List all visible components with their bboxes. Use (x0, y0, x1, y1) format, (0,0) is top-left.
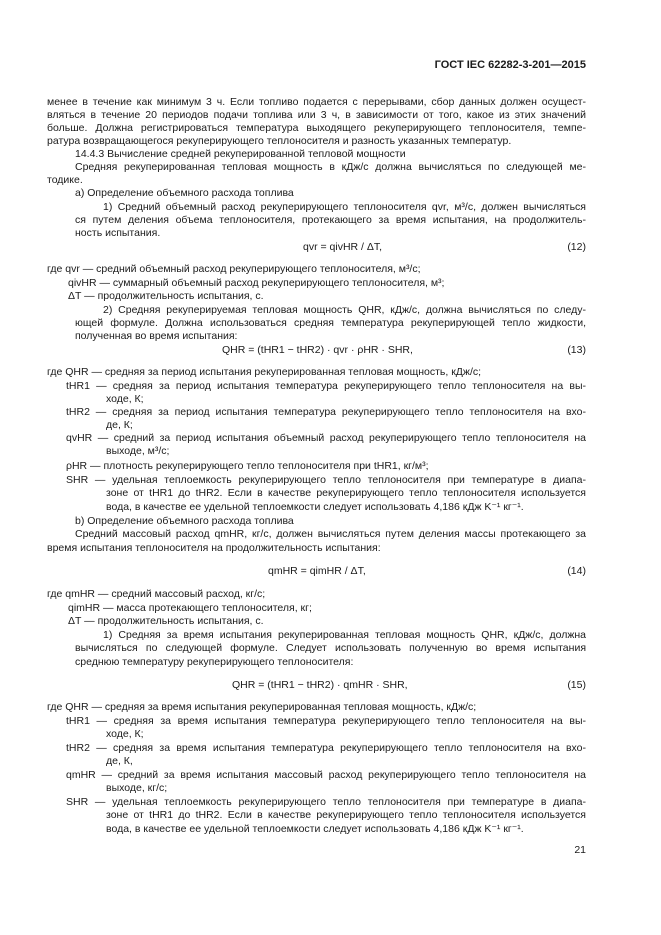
where-line: ходе, К; (106, 393, 144, 405)
where-line: где qvr — средний объемный расход рекуперирующего теплоносителя, м³/с; (47, 263, 421, 275)
where-line: де, К, (106, 755, 133, 767)
equation-number: (15) (567, 679, 586, 691)
body-line: Средний массовый расход qmHR, кг/с, должен вычисляться путем деления массы протекающего за (75, 528, 586, 540)
body-line: больше. Должна регистрироваться температура выходящего рекуперирующего теплоносителя, темпе- (47, 122, 586, 134)
where-line: qmHR — средний за время испытания массовый расход рекуперирующего тепло теплоносителя на (66, 769, 586, 781)
where-line: qivHR — суммарный объемный расход рекуперирующего теплоносителя, м³; (68, 277, 445, 289)
where-line: выходе, кг/с; (106, 782, 168, 794)
where-line: SHR — удельная теплоемкость рекуперирующего тепло теплоносителя при температуре в диапа- (66, 796, 586, 808)
equation-number: (12) (567, 241, 586, 253)
body-line: ратура возвращающегося рекуперирующего теплоносителя и разность указанных температур. (47, 135, 512, 147)
where-line: tHR2 — средняя за период испытания температура рекуперирующего тепло теплоносителя на вхо- (66, 406, 586, 418)
where-line: зоне от tHR1 до tHR2. Если в качестве рекуперирующего тепло теплоносителя используется (106, 487, 586, 499)
where-line: ΔT — продолжительность испытания, с. (68, 615, 264, 627)
body-line: время испытания теплоносителя на продолжительность испытания: (47, 542, 381, 554)
body-line: Средняя рекуперированная тепловая мощность в кДж/с должна вычисляться по следующей ме- (75, 161, 586, 173)
equation-number: (13) (567, 344, 586, 356)
where-line: tHR1 — средняя за период испытания температура рекуперирующего тепло теплоносителя на вы- (66, 380, 586, 392)
standard-header: ГОСТ IEC 62282-3-201—2015 (434, 59, 586, 71)
where-line: qvHR — средний за период испытания объемный расход рекуперирующего тепло теплоносителя на (66, 432, 586, 444)
body-line: ность испытания. (75, 227, 161, 239)
equation-14: qmHR = qimHR / ΔT, (268, 565, 366, 577)
body-line: 1) Средняя за время испытания рекуперированная тепловая мощность QHR, кДж/с, должна (103, 629, 586, 641)
body-line: ся путем деления объема теплоносителя, протекающего за время испытания, на продолжитель- (75, 214, 586, 226)
where-line: зоне от tHR1 до tHR2. Если в качестве рекуперирующего тепло теплоносителя используется (106, 809, 586, 821)
body-line: менее в течение как минимум 3 ч. Если топливо подается с перерывами, сбор данных должен осущест- (47, 96, 586, 108)
where-line: где qmHR — средний массовый расход, кг/с; (47, 588, 266, 600)
where-line: ΔT — продолжительность испытания, с. (68, 290, 264, 302)
equation-number: (14) (567, 565, 586, 577)
where-line: SHR — удельная теплоемкость рекуперирующего тепло теплоносителя при температуре в диапа- (66, 474, 586, 486)
where-line: де, К; (106, 419, 133, 431)
where-line: tHR1 — средняя за время испытания температура рекуперирующего тепло теплоносителя на вы- (66, 715, 586, 727)
equation-12: qvr = qivHR / ΔT, (303, 241, 383, 253)
body-line: тодике. (47, 174, 83, 186)
body-line: полученная во время испытания: (75, 330, 238, 342)
where-line: где QHR — средняя за период испытания рекуперированная тепловая мощность, кДж/с; (47, 366, 482, 378)
where-line: tHR2 — средняя за время испытания температура рекуперирующего тепло теплоносителя на вхо- (66, 742, 586, 754)
subsection-heading: b) Определение объемного расхода топлива (75, 515, 294, 527)
body-line: 2) Средняя рекуперируемая тепловая мощность QHR, кДж/с, должна вычисляться по следу- (103, 304, 586, 316)
section-heading: 14.4.3 Вычисление средней рекуперированной тепловой мощности (75, 148, 406, 160)
body-line: ющей формуле. Должна использоваться средняя температура рекуперирующей тепло жидкости, (75, 317, 586, 329)
subsection-heading: а) Определение объемного расхода топлива (75, 187, 294, 199)
where-line: ходе, К; (106, 728, 144, 740)
body-line: вычисляться по следующей формуле. Следует использовать полученную во время испытания (75, 642, 586, 654)
where-line: вода, в качестве ее удельной теплоемкости следует использовать 4,186 кДж K⁻¹ кг⁻¹. (106, 501, 524, 513)
equation-13: QHR = (tHR1 − tHR2) · qvr · ρHR · SHR, (222, 344, 413, 356)
where-line: ρHR — плотность рекуперирующего тепло теплоносителя при tHR1, кг/м³; (66, 460, 429, 472)
where-line: выходе, м³/с; (106, 445, 170, 457)
where-line: где QHR — средняя за время испытания рекуперированная тепловая мощность, кДж/с; (47, 701, 477, 713)
equation-15: QHR = (tHR1 − tHR2) · qmHR · SHR, (232, 679, 408, 691)
body-line: вляться в течение 20 периодов подачи топлива или 3 ч, в зависимости от того, какое из этих значений (47, 109, 586, 121)
where-line: qimHR — масса протекающего теплоносителя, кг; (68, 602, 312, 614)
body-line: 1) Средний объемный расход рекуперирующего теплоносителя qvr, м³/с, должен вычисляться (103, 201, 586, 213)
page-number: 21 (574, 844, 586, 856)
where-line: вода, в качестве ее удельной теплоемкости следует использовать 4,186 кДж K⁻¹ кг⁻¹. (106, 823, 524, 835)
body-line: среднюю температуру рекуперирующего теплоносителя: (75, 656, 354, 668)
